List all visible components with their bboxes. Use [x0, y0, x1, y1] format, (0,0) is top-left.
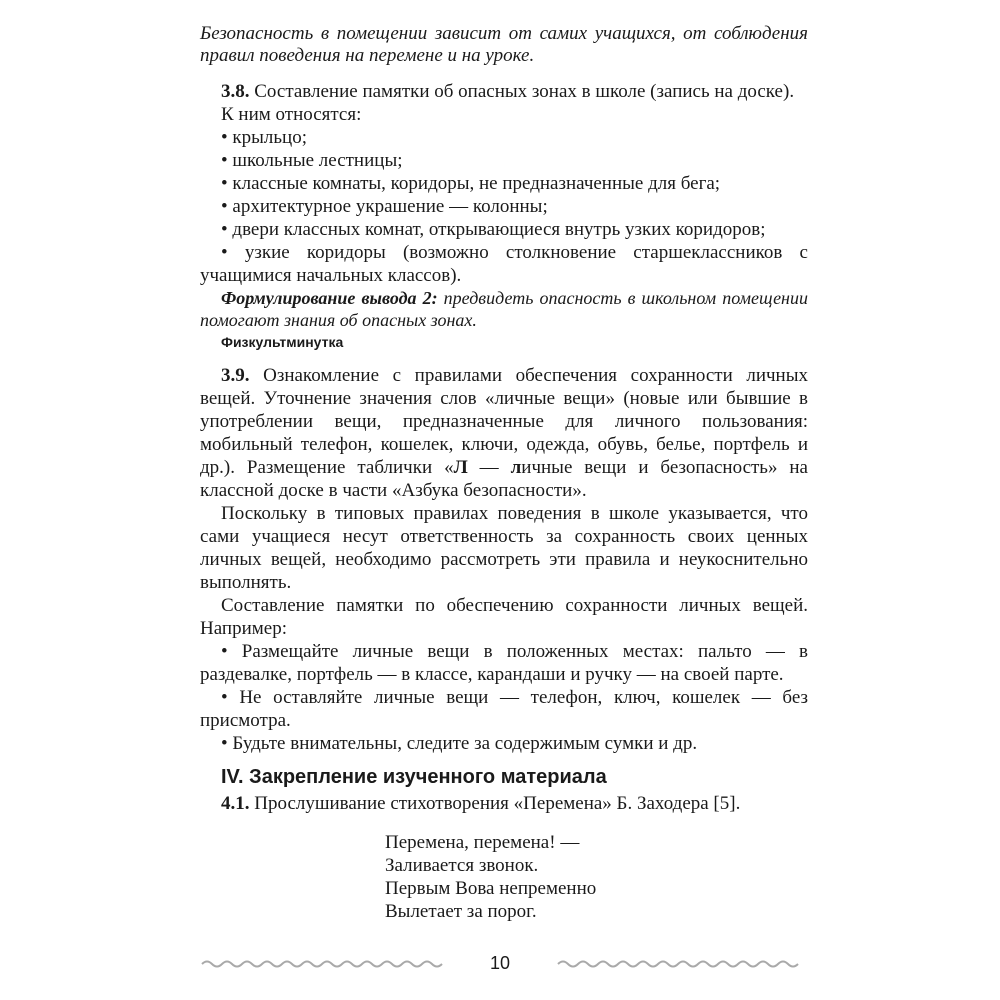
- poem-line: Вылетает за порог.: [385, 901, 537, 922]
- conclusion-label: Формулирование вывода 2:: [221, 288, 438, 308]
- wave-ornament-right: [556, 957, 800, 971]
- list-item: • Не оставляйте личные вещи — телефон, ключ, кошелек — без присмотра.: [200, 687, 808, 731]
- list-item: • крыльцо;: [221, 127, 307, 148]
- list-item: • классные комнаты, коридоры, не предназначенные для бега;: [221, 173, 721, 194]
- page-content: [200, 23, 808, 923]
- conclusion-2: Формулирование вывода 2: предвидеть опасность в школьном помещении помогают знания об опасных зонах.: [200, 288, 808, 330]
- list-item: • двери классных комнат, открывающиеся внутрь узких коридоров;: [221, 219, 766, 240]
- poem-line: Заливается звонок.: [385, 855, 539, 876]
- subheading-fizkultminutka: Физкультминутка: [221, 334, 344, 350]
- poem-line: Перемена, перемена! —: [385, 832, 580, 853]
- item-number: 3.8.: [221, 81, 250, 102]
- item-number: 4.1.: [221, 793, 250, 814]
- list-item: • Размещайте личные вещи в положенных местах: пальто — в раздевалке, портфель — в классе, карандаши и ручку — на своей парте.: [200, 641, 808, 685]
- list-item: • Будьте внимательны, следите за содержимым сумки и др.: [221, 733, 698, 754]
- section-heading: IV. Закрепление изученного материала: [221, 766, 607, 788]
- item-number: 3.9.: [221, 365, 250, 386]
- item-3-9: 3.9. Ознакомление с правилами обеспечения сохранности личных вещей. Уточнение значения слов «личные вещи» (новые или бывшие в употреблении вещи, предназначенные для личного пользования: мобильный телефон, кошелек, ключи, одежда, обувь, белье, портфель и др.). Размещение таблички «Л — личные вещи и безопасность» на классной доске в части «Азбука безопасности».: [200, 365, 808, 501]
- poem-line: Первым Вова непременно: [385, 878, 597, 899]
- poem: [385, 831, 808, 923]
- item-4-1: 4.1. Прослушивание стихотворения «Перемена» Б. Заходера [5].: [221, 793, 741, 814]
- list-lead: К ним относятся:: [221, 104, 362, 125]
- wave-ornament-left: [200, 957, 444, 971]
- page-number: 10: [489, 953, 511, 973]
- paragraph: Поскольку в типовых правилах поведения в школе указывается, что сами учащиеся несут ответственность за сохранность своих ценных личных вещей, необходимо рассмотреть эти правила и неукоснительно выполнять.: [200, 503, 808, 593]
- list-item: • архитектурное украшение — колонны;: [221, 196, 548, 217]
- intro-paragraph: Безопасность в помещении зависит от самих учащихся, от соблюдения правил поведения на перемене и на уроке.: [200, 23, 808, 66]
- item-3-8: 3.8. Составление памятки об опасных зонах в школе (запись на доске).: [221, 81, 795, 102]
- list-item: • школьные лестницы;: [221, 150, 403, 171]
- list-item: • узкие коридоры (возможно столкновение старшеклассников с учащимися начальных классов).: [200, 242, 808, 286]
- paragraph: Составление памятки по обеспечению сохранности личных вещей. Например:: [200, 595, 808, 639]
- page-footer: [0, 950, 1000, 980]
